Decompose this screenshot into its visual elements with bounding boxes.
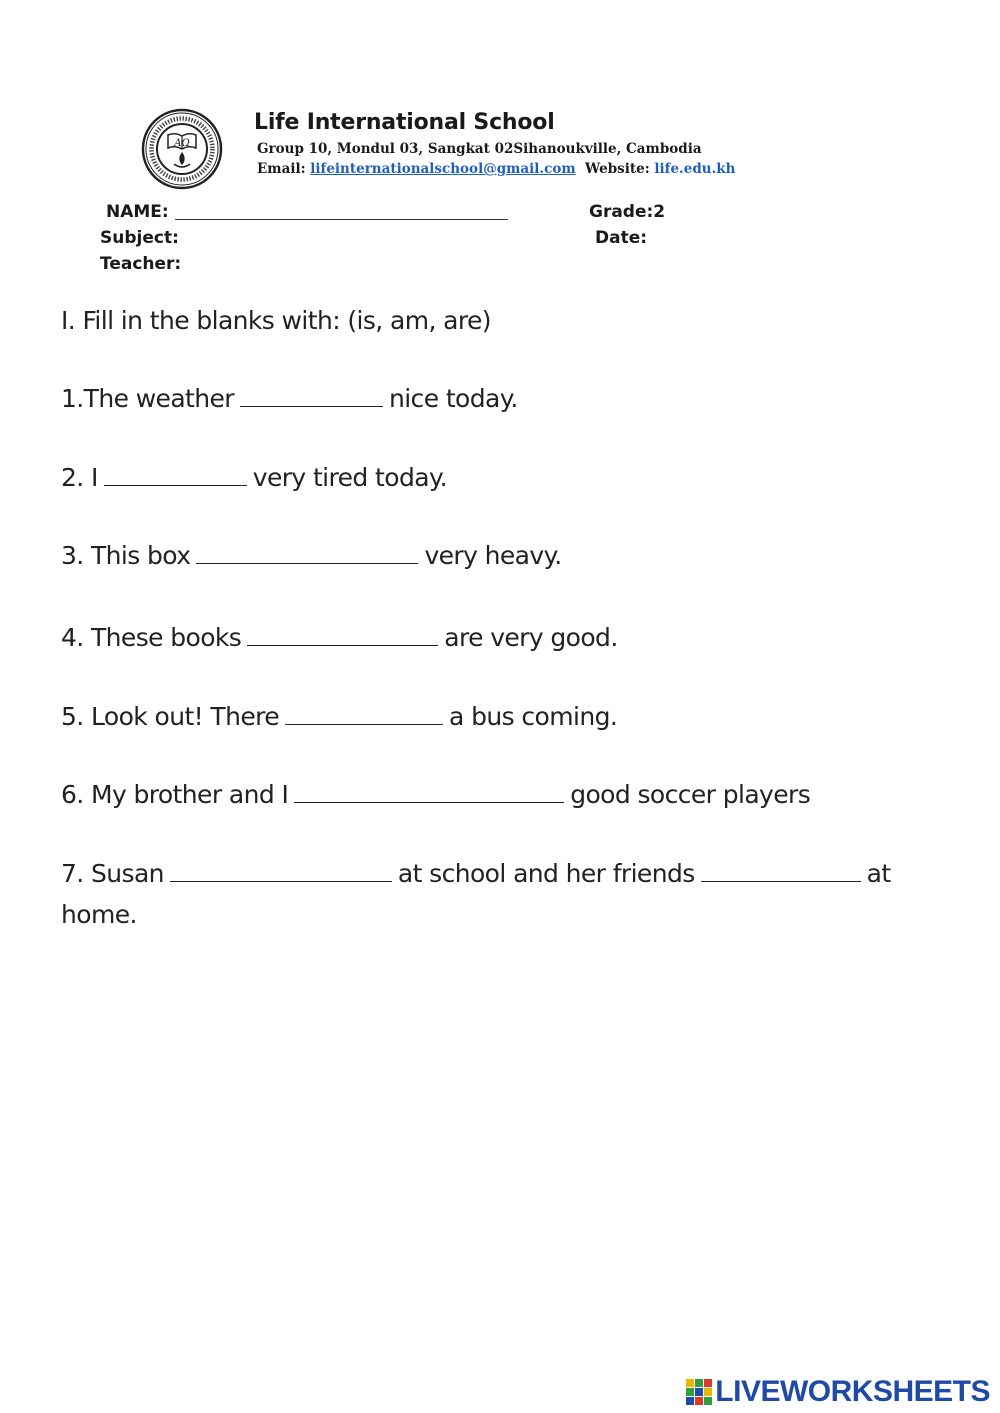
question-7 [61,859,891,888]
answer-blank[interactable] [170,860,392,882]
question-text: are very good. [444,623,618,652]
school-logo [141,108,223,190]
answer-blank[interactable] [247,624,438,646]
question-1 [61,384,518,413]
school-name: Life International School [254,110,555,135]
answer-blank[interactable] [196,542,418,564]
subject-label: Subject: [100,228,179,248]
question-2 [61,463,447,492]
question-text: nice today. [388,384,518,413]
question-text: 5. Look out! There [61,702,280,731]
answer-blank[interactable] [294,781,564,803]
answer-blank[interactable] [285,703,443,725]
section-title: I. Fill in the blanks with: (is, am, are) [61,306,491,335]
question-text: at school and her friends [397,859,695,888]
answer-blank[interactable] [104,464,247,486]
logo-letters: AΩ [174,138,190,149]
question-text: 1.The weather [61,384,234,413]
question-4 [61,623,618,652]
answer-blank[interactable] [701,860,861,882]
question-text: good soccer players [570,780,811,809]
question-text: very heavy. [424,541,562,570]
liveworksheets-icon [686,1379,712,1405]
question-7-continuation: home. [61,900,137,929]
question-text: a bus coming. [449,702,618,731]
question-text: very tired today. [252,463,447,492]
email-label: Email: [257,161,306,177]
website-label: Website: [585,161,650,177]
liveworksheets-text: LIVEWORKSHEETS [715,1375,990,1408]
school-address: Group 10, Mondul 03, Sangkat 02Sihanoukville, Cambodia [257,141,702,157]
email-link[interactable]: lifeinternationalschool@gmail.com [310,161,576,177]
name-blank[interactable] [175,219,508,220]
question-3 [61,541,562,570]
name-label: NAME: [106,202,169,222]
grade-label: Grade:2 [589,202,666,222]
contact-line [257,161,735,177]
liveworksheets-brand [686,1375,990,1409]
question-text: 6. My brother and I [61,780,289,809]
answer-blank[interactable] [240,385,383,407]
teacher-label: Teacher: [100,254,182,274]
question-text: at [866,859,891,888]
question-text: 2. I [61,463,98,492]
date-label: Date: [595,228,648,248]
question-6 [61,780,810,809]
question-5 [61,702,617,731]
question-text: 3. This box [61,541,191,570]
question-text: 4. These books [61,623,242,652]
question-text: 7. Susan [61,859,164,888]
website-link[interactable]: life.edu.kh [654,161,736,177]
